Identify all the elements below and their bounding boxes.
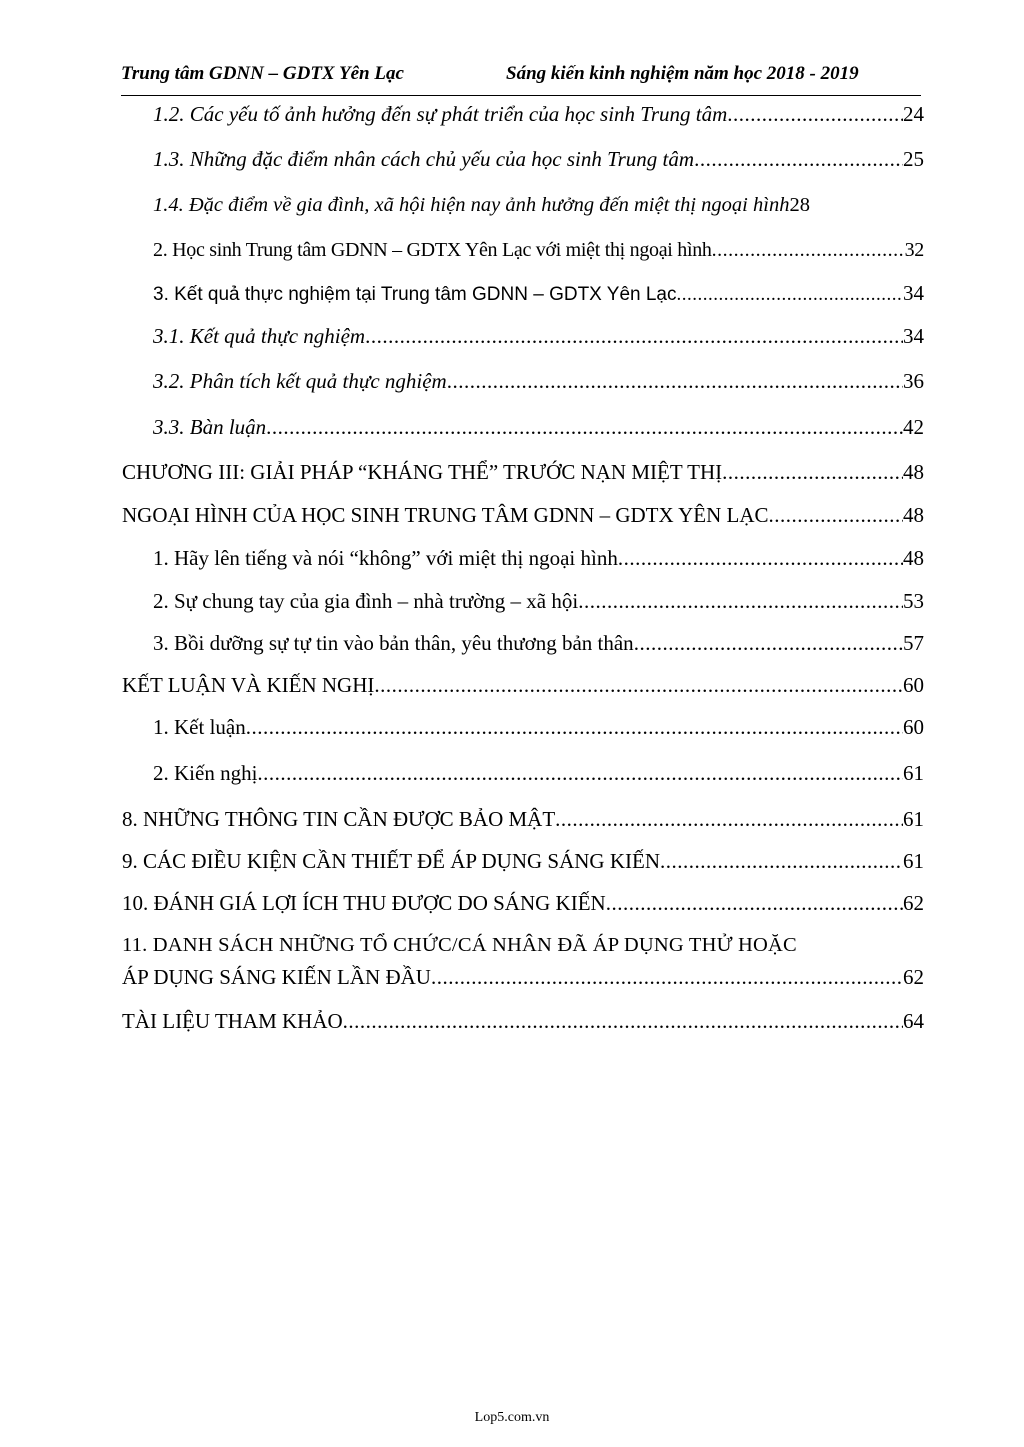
toc-leader-dots (431, 962, 903, 992)
toc-entry-title: 3.1. Kết quả thực nghiệm (153, 324, 366, 348)
toc-entry-page: 62 (903, 891, 924, 915)
toc-entry-title: CHƯƠNG III: GIẢI PHÁP “KHÁNG THỂ” TRƯỚC NẠN MIỆT THỊ (122, 460, 723, 484)
toc-entry[interactable] (122, 457, 924, 487)
toc-entry-page: 34 (903, 281, 924, 305)
toc-entry-page: 48 (903, 460, 924, 484)
toc-entry-title: 3.2. Phân tích kết quả thực nghiệm (153, 369, 447, 393)
toc-entry-page: 62 (903, 965, 924, 989)
header-document-title: Sáng kiến kinh nghiệm năm học 2018 - 2019 (506, 63, 859, 84)
toc-leader-dots (727, 99, 903, 129)
toc-entry-title: 3. Bồi dưỡng sự tự tin vào bản thân, yêu thương bản thân (153, 631, 634, 655)
toc-entry-title: 2. Kiến nghị (153, 761, 258, 785)
toc-entry[interactable] (153, 758, 924, 788)
toc-entry-page: 60 (903, 715, 924, 739)
toc-entry-page: 61 (903, 807, 924, 831)
toc-entry-title: 2. Học sinh Trung tâm GDNN – GDTX Yên Lạc với miệt thị ngoại hình (153, 239, 712, 261)
toc-entry-page: 64 (903, 1009, 924, 1033)
toc-entry-page: 48 (903, 503, 924, 527)
toc-entry-title: 10. ĐÁNH GIÁ LỢI ÍCH THU ĐƯỢC DO SÁNG KIẾN (122, 891, 606, 915)
toc-entry[interactable] (122, 1006, 924, 1036)
toc-entry-title: NGOẠI HÌNH CỦA HỌC SINH TRUNG TÂM GDNN – GDTX YÊN LẠC (122, 503, 769, 527)
toc-entry[interactable] (122, 962, 924, 992)
toc-entry[interactable] (153, 99, 924, 129)
toc-entry-page: 60 (903, 673, 924, 697)
toc-entry-page: 57 (903, 631, 924, 655)
toc-leader-dots (769, 500, 903, 530)
toc-entry[interactable] (122, 888, 924, 918)
toc-entry-page: 34 (903, 324, 924, 348)
toc-leader-dots (660, 846, 903, 876)
toc-entry-page: 25 (903, 147, 924, 171)
toc-entry-title: 1.3. Những đặc điểm nhân cách chủ yếu của học sinh Trung tâm (153, 147, 695, 171)
toc-entry-page: 24 (903, 102, 924, 126)
toc-leader-dots (618, 543, 903, 573)
toc-entry-title: 8. NHỮNG THÔNG TIN CẦN ĐƯỢC BẢO MẬT (122, 807, 556, 831)
toc-entry-page: 42 (903, 415, 924, 439)
toc-entry-page: 36 (903, 369, 924, 393)
toc-entry[interactable] (122, 846, 924, 876)
toc-entry[interactable] (153, 190, 924, 220)
toc-entry-title: 1. Kết luận (153, 715, 246, 739)
toc-leader-dots (694, 144, 903, 174)
toc-entry[interactable] (153, 628, 924, 658)
toc-entry-title: 1.2. Các yếu tố ảnh hưởng đến sự phát triển của học sinh Trung tâm (153, 102, 728, 126)
toc-entry[interactable] (122, 670, 924, 700)
toc-entry-page: 48 (903, 546, 924, 570)
toc-leader-dots (447, 366, 903, 396)
toc-entry-title: 3.3. Bàn luận (153, 415, 267, 439)
toc-entry[interactable] (153, 235, 924, 265)
toc-entry-title: 9. CÁC ĐIỀU KIỆN CẦN THIẾT ĐỂ ÁP DỤNG SÁNG KIẾN (122, 849, 661, 873)
toc-entry-page: 61 (903, 849, 924, 873)
toc-entry[interactable] (153, 366, 924, 396)
toc-entry[interactable] (122, 500, 924, 530)
toc-entry-title: 3. Kết quả thực nghiệm tại Trung tâm GDNN – GDTX Yên Lạc (153, 284, 677, 305)
toc-leader-dots (606, 888, 903, 918)
toc-leader-dots (266, 412, 903, 442)
toc-entry-title-wrapped[interactable]: 11. DANH SÁCH NHỮNG TỔ CHỨC/CÁ NHÂN ĐÃ ÁP DỤNG THỬ HOẶC (122, 934, 797, 956)
toc-entry[interactable] (153, 712, 924, 742)
toc-leader-dots (343, 1006, 903, 1036)
toc-entry-title: 1. Hãy lên tiếng và nói “không” với miệt thị ngoại hình (153, 546, 618, 570)
toc-leader-dots (722, 457, 903, 487)
toc-entry[interactable] (153, 321, 924, 351)
toc-leader-dots (555, 804, 903, 834)
toc-entry[interactable] (153, 412, 924, 442)
toc-leader-dots (712, 235, 905, 265)
toc-entry[interactable] (153, 543, 924, 573)
toc-entry-title: ÁP DỤNG SÁNG KIẾN LẦN ĐẦU (122, 965, 431, 989)
toc-entry-page: 61 (903, 761, 924, 785)
toc-entry[interactable] (122, 804, 924, 834)
toc-entry-title: KẾT LUẬN VÀ KIẾN NGHỊ (122, 673, 375, 697)
page-footer: Lop5.com.vn (474, 1410, 550, 1425)
toc-leader-dots (365, 321, 903, 351)
toc-leader-dots (257, 758, 903, 788)
toc-entry-title: TÀI LIỆU THAM KHẢO (122, 1009, 343, 1033)
toc-leader-dots (677, 280, 903, 310)
toc-entry-page: 28 (789, 194, 810, 216)
toc-entry-page: 53 (903, 589, 924, 613)
toc-entry-title: 1.4. Đặc điểm về gia đình, xã hội hiện nay ảnh hưởng đến miệt thị ngoại hình (153, 194, 790, 216)
toc-entry[interactable] (153, 278, 924, 308)
toc-entry-title: 2. Sự chung tay của gia đình – nhà trường – xã hội (153, 589, 579, 613)
toc-leader-dots (634, 628, 903, 658)
header-school-name: Trung tâm GDNN – GDTX Yên Lạc (121, 63, 404, 84)
toc-leader-dots (374, 670, 903, 700)
toc-leader-dots (246, 712, 903, 742)
toc-entry[interactable] (153, 586, 924, 616)
toc-entry[interactable] (153, 144, 924, 174)
toc-entry-page: 32 (904, 239, 924, 261)
toc-leader-dots (578, 586, 903, 616)
